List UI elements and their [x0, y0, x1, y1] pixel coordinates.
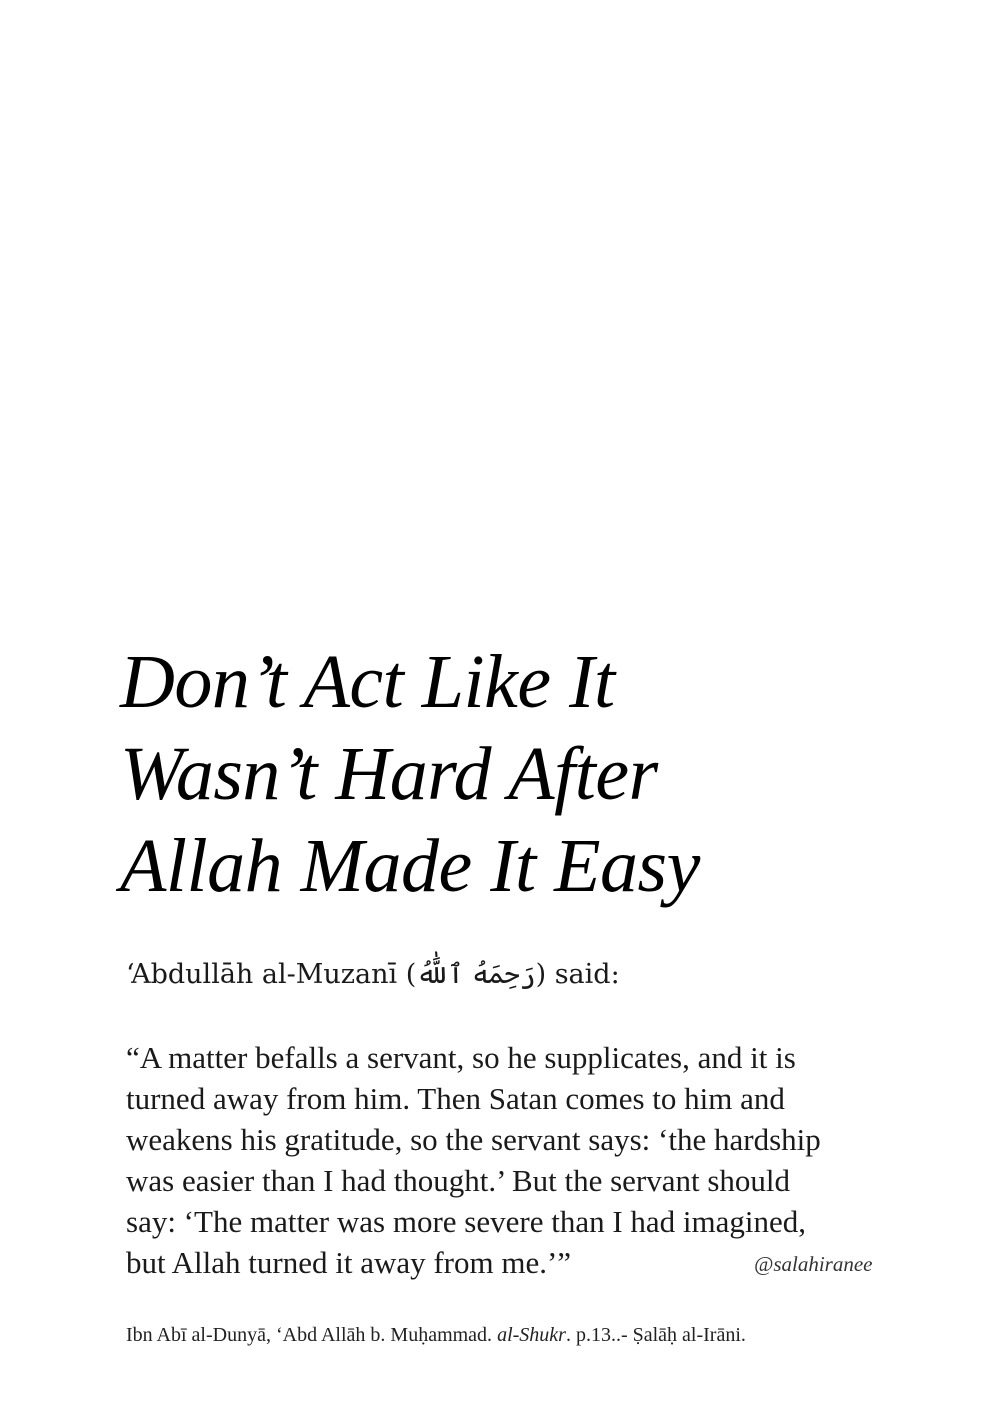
- title-line-2: Wasn’t Hard After: [120, 732, 658, 816]
- source-author: Ibn Abī al-Dunyā, ‘Abd Allāh b. Muḥammad.: [126, 1324, 493, 1346]
- title-line-1: Don’t Act Like It: [120, 640, 615, 724]
- title-line-3: Allah Made It Easy: [120, 824, 700, 908]
- quote-attribution: ‘Abdullāh al-Muzanī (رَحِمَهُ ٱللَّٰهُ) said:: [126, 959, 620, 990]
- quote-line: was easier than I had thought.’ But the servant should: [126, 1163, 791, 1198]
- quote-body: [126, 1037, 926, 1283]
- source-page-and-translator: . p.13..- Ṣalāḥ al-Irāni.: [565, 1324, 746, 1346]
- quote-line: turned away from him. Then Satan comes to him and: [126, 1081, 785, 1116]
- page-title: [120, 636, 940, 912]
- source-citation: [126, 1321, 746, 1349]
- quote-line: “A matter befalls a servant, so he supplicates, and it is: [126, 1040, 796, 1075]
- quote-line: but Allah turned it away from me.’”: [126, 1245, 572, 1280]
- quote-line: say: ‘The matter was more severe than I had imagined,: [126, 1204, 807, 1239]
- quote-line: weakens his gratitude, so the servant says: ‘the hardship: [126, 1122, 821, 1157]
- source-work-title: al-Shukr: [497, 1324, 566, 1346]
- author-handle: @salahiranee: [754, 1252, 873, 1276]
